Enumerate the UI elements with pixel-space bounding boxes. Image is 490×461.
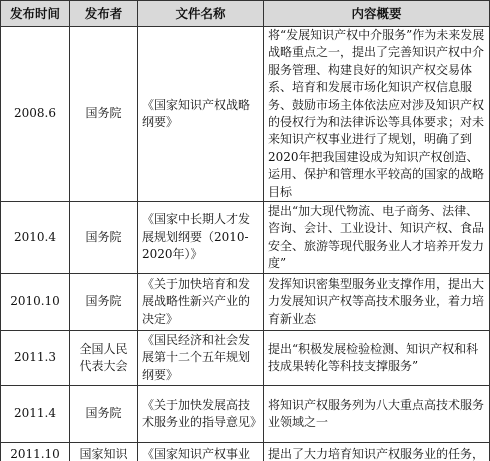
header-document-name: 文件名称 <box>138 1 264 27</box>
cell-title: 《国家中长期人才发展规划纲要（2010-2020年）》 <box>138 202 264 274</box>
cell-content: 发挥知识密集型服务业支撑作用，提出大力发展知识产权等高技术服务业，着力培育新业态 <box>264 274 490 331</box>
cell-issuer: 国务院 <box>70 274 138 331</box>
cell-time: 2011.3 <box>1 331 70 386</box>
cell-time: 2008.6 <box>1 27 70 202</box>
table-header-row <box>1 1 490 27</box>
table-row <box>1 202 490 274</box>
cell-time: 2010.4 <box>1 202 70 274</box>
table-row <box>1 443 490 461</box>
cell-issuer: 国务院 <box>70 386 138 443</box>
cell-title: 《国民经济和社会发展第十二个五年规划纲要》 <box>138 331 264 386</box>
cell-title: 《国家知识产权战略纲要》 <box>138 27 264 202</box>
table-row <box>1 331 490 386</box>
header-content-summary: 内容概要 <box>264 1 490 27</box>
header-publish-time: 发布时间 <box>1 1 70 27</box>
cell-issuer: 国务院 <box>70 202 138 274</box>
header-issuer: 发布者 <box>70 1 138 27</box>
cell-time: 2010.10 <box>1 274 70 331</box>
cell-content: 将知识产权服务列为八大重点高技术服务业领域之一 <box>264 386 490 443</box>
cell-title: 《关于加快发展高技术服务业的指导意见》 <box>138 386 264 443</box>
table-row <box>1 27 490 202</box>
cell-issuer: 国务院 <box>70 27 138 202</box>
cell-issuer: 国家知识 <box>70 443 138 461</box>
cell-issuer: 全国人民代表大会 <box>70 331 138 386</box>
cell-title: 《国家知识产权事业 <box>138 443 264 461</box>
cell-content: 提出“加大现代物流、电子商务、法律、咨询、会计、工业设计、知识产权、食品安全、旅游等现代服务业人才培养开发力度” <box>264 202 490 274</box>
cell-time: 2011.10 <box>1 443 70 461</box>
table-row <box>1 386 490 443</box>
cell-content: 提出“积极发展检验检测、知识产权和科技成果转化等科技支撑服务” <box>264 331 490 386</box>
cell-content: 将“发展知识产权中介服务”作为未来发展战略重点之一，提出了完善知识产权中介服务管理、构建良好的知识产权交易体系、培育和发展市场化知识产权信息服务、鼓励市场主体依法应对涉及知识产权的侵权行为和法律诉讼等具体要求；对未来知识产权事业进行了规划，明确了到2020年把我国建设成为知识产权创造、运用、保护和管理水平较高的国家的战略目标 <box>264 27 490 202</box>
table-row <box>1 274 490 331</box>
cell-title: 《关于加快培育和发展战略性新兴产业的决定》 <box>138 274 264 331</box>
cell-time: 2011.4 <box>1 386 70 443</box>
cell-content: 提出了大力培育知识产权服务业的任务， <box>264 443 490 461</box>
